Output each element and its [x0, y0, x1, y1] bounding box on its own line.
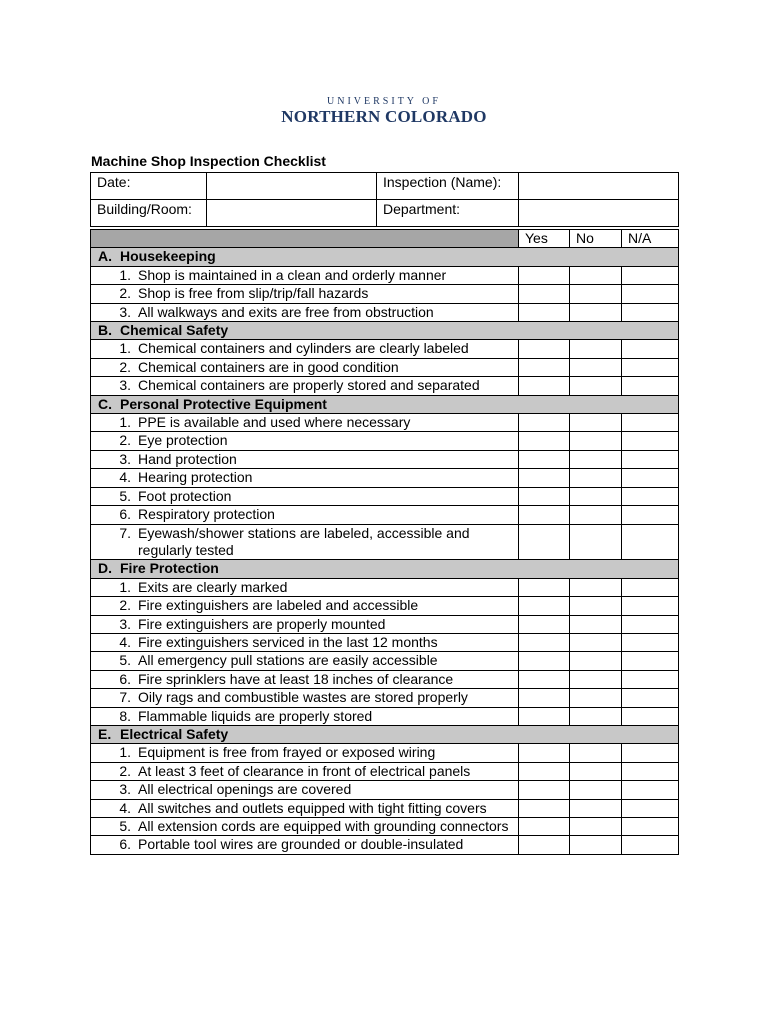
building-room-label: Building/Room:	[91, 200, 207, 227]
answer-no-cell[interactable]	[570, 615, 622, 633]
checklist-item-cell	[91, 670, 519, 688]
answer-na-cell[interactable]	[622, 633, 679, 651]
checklist-item-cell	[91, 707, 519, 725]
checklist-item-cell	[91, 744, 519, 762]
answer-na-cell[interactable]	[622, 670, 679, 688]
item-text: Exits are clearly marked	[138, 578, 288, 595]
section-header-cell	[91, 725, 679, 743]
answer-no-cell[interactable]	[570, 432, 622, 450]
answer-yes-cell[interactable]	[519, 597, 570, 615]
checklist-item-row	[91, 285, 679, 303]
section-letter: A.	[98, 248, 112, 265]
item-number: 6.	[119, 670, 131, 687]
checklist-item-row	[91, 597, 679, 615]
section-letter: B.	[98, 322, 112, 339]
column-header-na: N/A	[622, 230, 679, 248]
checklist-item-cell	[91, 285, 519, 303]
answer-yes-cell[interactable]	[519, 432, 570, 450]
checklist-item-cell	[91, 633, 519, 651]
item-text: Eye protection	[138, 432, 228, 449]
item-text: Hearing protection	[138, 469, 253, 486]
item-text: Oily rags and combustible wastes are stored properly	[138, 689, 468, 706]
checklist-item-row	[91, 615, 679, 633]
section-header-cell	[91, 560, 679, 578]
checklist-item-cell	[91, 469, 519, 487]
checklist-item-row	[91, 469, 679, 487]
item-number: 2.	[119, 285, 131, 302]
answer-no-cell[interactable]	[570, 266, 622, 284]
checklist-item-cell	[91, 358, 519, 376]
item-text: All switches and outlets equipped with tight fitting covers	[138, 799, 487, 816]
checklist-item-cell	[91, 450, 519, 468]
item-number: 2.	[119, 432, 131, 449]
checklist-item-row	[91, 744, 679, 762]
section-header-cell	[91, 322, 679, 340]
checklist-item-cell	[91, 781, 519, 799]
department-field[interactable]	[519, 200, 679, 227]
answer-na-cell[interactable]	[622, 340, 679, 358]
checklist-item-cell	[91, 818, 519, 836]
checklist-item-cell	[91, 762, 519, 780]
university-logo	[0, 96, 768, 126]
section-letter: C.	[98, 395, 112, 412]
answer-no-cell[interactable]	[570, 799, 622, 817]
answer-no-cell[interactable]	[570, 285, 622, 303]
answer-no-cell[interactable]	[570, 414, 622, 432]
column-header-no: No	[570, 230, 622, 248]
section-title: Chemical Safety	[120, 322, 229, 339]
answer-no-cell[interactable]	[570, 689, 622, 707]
item-text: Eyewash/shower stations are labeled, accessible and regularly tested	[138, 524, 470, 558]
answer-no-cell[interactable]	[570, 781, 622, 799]
checklist-item-row	[91, 377, 679, 395]
item-text: Hand protection	[138, 450, 237, 467]
checklist-item-row	[91, 266, 679, 284]
answer-no-cell[interactable]	[570, 450, 622, 468]
item-text: Shop is maintained in a clean and orderly manner	[138, 266, 447, 283]
item-number: 5.	[119, 487, 131, 504]
item-text: Chemical containers and cylinders are clearly labeled	[138, 340, 469, 357]
answer-yes-cell[interactable]	[519, 689, 570, 707]
answer-yes-cell[interactable]	[519, 670, 570, 688]
logo-line-1: UNIVERSITY OF	[327, 96, 441, 107]
item-text: Chemical containers are in good condition	[138, 358, 399, 375]
answer-no-cell[interactable]	[570, 652, 622, 670]
checklist-item-row	[91, 506, 679, 524]
document-title: Machine Shop Inspection Checklist	[91, 153, 326, 169]
building-room-field[interactable]	[207, 200, 377, 227]
answer-na-cell[interactable]	[622, 303, 679, 321]
checklist-item-row	[91, 524, 679, 560]
answer-yes-cell[interactable]	[519, 524, 570, 560]
checklist-item-row	[91, 487, 679, 505]
answer-na-cell[interactable]	[622, 615, 679, 633]
checklist-item-row	[91, 781, 679, 799]
checklist-item-row	[91, 414, 679, 432]
answer-yes-cell[interactable]	[519, 340, 570, 358]
answer-na-cell[interactable]	[622, 652, 679, 670]
answer-na-cell[interactable]	[622, 285, 679, 303]
answer-yes-cell[interactable]	[519, 781, 570, 799]
answer-na-cell[interactable]	[622, 836, 679, 854]
checklist-item-cell	[91, 266, 519, 284]
item-number: 1.	[119, 414, 131, 431]
answer-yes-cell[interactable]	[519, 818, 570, 836]
item-number: 3.	[119, 615, 131, 632]
checklist-table	[90, 229, 679, 855]
answer-yes-cell[interactable]	[519, 578, 570, 596]
item-text: PPE is available and used where necessary	[138, 414, 411, 431]
logo-line-2: NORTHERN COLORADO	[281, 107, 487, 126]
checklist-item-row	[91, 799, 679, 817]
date-label: Date:	[91, 173, 207, 200]
answer-no-cell[interactable]	[570, 377, 622, 395]
section-title: Housekeeping	[120, 248, 216, 265]
checklist-item-row	[91, 818, 679, 836]
answer-yes-cell[interactable]	[519, 303, 570, 321]
section-header	[91, 395, 679, 413]
checklist-item-cell	[91, 799, 519, 817]
answer-no-cell[interactable]	[570, 303, 622, 321]
item-text: Chemical containers are properly stored and separated	[138, 377, 480, 394]
item-number: 2.	[119, 762, 131, 779]
answer-yes-cell[interactable]	[519, 762, 570, 780]
section-title: Fire Protection	[120, 560, 219, 577]
checklist-item-cell	[91, 524, 519, 560]
answer-yes-cell[interactable]	[519, 707, 570, 725]
checklist-item-cell	[91, 615, 519, 633]
item-number: 2.	[119, 597, 131, 614]
answer-yes-cell[interactable]	[519, 615, 570, 633]
header-fields-table	[90, 172, 679, 227]
item-number: 8.	[119, 707, 131, 724]
answer-yes-cell[interactable]	[519, 633, 570, 651]
checklist-item-cell	[91, 303, 519, 321]
answer-na-cell[interactable]	[622, 781, 679, 799]
checklist-item-cell	[91, 689, 519, 707]
answer-yes-cell[interactable]	[519, 487, 570, 505]
answer-na-cell[interactable]	[622, 377, 679, 395]
checklist-item-cell	[91, 487, 519, 505]
checklist-item-row	[91, 762, 679, 780]
checklist-item-cell	[91, 340, 519, 358]
checklist-item-row	[91, 358, 679, 376]
answer-no-cell[interactable]	[570, 744, 622, 762]
answer-yes-cell[interactable]	[519, 506, 570, 524]
item-number: 4.	[119, 799, 131, 816]
section-header	[91, 560, 679, 578]
item-number: 7.	[119, 689, 131, 706]
section-letter: D.	[98, 560, 112, 577]
column-header-row	[91, 230, 679, 248]
item-text: Flammable liquids are properly stored	[138, 707, 373, 724]
checklist-item-row	[91, 689, 679, 707]
answer-no-cell[interactable]	[570, 469, 622, 487]
answer-no-cell[interactable]	[570, 836, 622, 854]
checklist-item-cell	[91, 414, 519, 432]
item-number: 6.	[119, 836, 131, 853]
item-text: Foot protection	[138, 487, 232, 504]
answer-na-cell[interactable]	[622, 524, 679, 560]
answer-no-cell[interactable]	[570, 818, 622, 836]
checklist-item-row	[91, 578, 679, 596]
item-number: 4.	[119, 633, 131, 650]
checklist-item-row	[91, 652, 679, 670]
item-text: Fire extinguishers are properly mounted	[138, 615, 386, 632]
answer-na-cell[interactable]	[622, 762, 679, 780]
checklist-item-cell	[91, 377, 519, 395]
checklist-item-row	[91, 432, 679, 450]
column-header-yes: Yes	[519, 230, 570, 248]
item-number: 1.	[119, 578, 131, 595]
answer-no-cell[interactable]	[570, 762, 622, 780]
item-text: All electrical openings are covered	[138, 781, 352, 798]
answer-na-cell[interactable]	[622, 414, 679, 432]
checklist-item-row	[91, 670, 679, 688]
section-header-cell	[91, 395, 679, 413]
answer-no-cell[interactable]	[570, 597, 622, 615]
answer-na-cell[interactable]	[622, 266, 679, 284]
checklist-item-cell	[91, 836, 519, 854]
answer-no-cell[interactable]	[570, 358, 622, 376]
answer-na-cell[interactable]	[622, 450, 679, 468]
checklist-item-row	[91, 340, 679, 358]
answer-na-cell[interactable]	[622, 799, 679, 817]
answer-no-cell[interactable]	[570, 578, 622, 596]
item-text: Portable tool wires are grounded or double-insulated	[138, 836, 464, 853]
answer-na-cell[interactable]	[622, 469, 679, 487]
item-text: Respiratory protection	[138, 506, 275, 523]
checklist-item-cell	[91, 506, 519, 524]
answer-na-cell[interactable]	[622, 818, 679, 836]
item-text: All emergency pull stations are easily accessible	[138, 652, 438, 669]
item-number: 5.	[119, 652, 131, 669]
item-text: Fire sprinklers have at least 18 inches of clearance	[138, 670, 454, 687]
item-number: 1.	[119, 744, 131, 761]
column-header-blank	[91, 230, 519, 248]
inspector-name-label: Inspection (Name):	[377, 173, 519, 200]
item-number: 3.	[119, 303, 131, 320]
section-header	[91, 725, 679, 743]
answer-na-cell[interactable]	[622, 487, 679, 505]
checklist-item-row	[91, 836, 679, 854]
item-number: 4.	[119, 469, 131, 486]
answer-na-cell[interactable]	[622, 597, 679, 615]
section-header	[91, 322, 679, 340]
answer-no-cell[interactable]	[570, 340, 622, 358]
date-field[interactable]	[207, 173, 377, 200]
checklist-item-cell	[91, 597, 519, 615]
answer-yes-cell[interactable]	[519, 799, 570, 817]
checklist-item-row	[91, 303, 679, 321]
item-number: 6.	[119, 506, 131, 523]
answer-yes-cell[interactable]	[519, 469, 570, 487]
checklist-item-cell	[91, 432, 519, 450]
answer-na-cell[interactable]	[622, 707, 679, 725]
answer-yes-cell[interactable]	[519, 285, 570, 303]
answer-no-cell[interactable]	[570, 670, 622, 688]
section-title: Personal Protective Equipment	[120, 395, 327, 412]
answer-na-cell[interactable]	[622, 506, 679, 524]
answer-na-cell[interactable]	[622, 689, 679, 707]
answer-yes-cell[interactable]	[519, 652, 570, 670]
item-text: Fire extinguishers serviced in the last 12 months	[138, 633, 438, 650]
item-number: 1.	[119, 266, 131, 283]
answer-yes-cell[interactable]	[519, 450, 570, 468]
answer-yes-cell[interactable]	[519, 377, 570, 395]
department-label: Department:	[377, 200, 519, 227]
section-title: Electrical Safety	[120, 725, 229, 742]
answer-na-cell[interactable]	[622, 578, 679, 596]
checklist-item-cell	[91, 578, 519, 596]
answer-no-cell[interactable]	[570, 633, 622, 651]
item-text: All extension cords are equipped with grounding connectors	[138, 818, 509, 834]
item-text: At least 3 feet of clearance in front of electrical panels	[138, 762, 471, 779]
answer-yes-cell[interactable]	[519, 266, 570, 284]
answer-yes-cell[interactable]	[519, 836, 570, 854]
item-number: 2.	[119, 358, 131, 375]
item-number: 3.	[119, 450, 131, 467]
answer-no-cell[interactable]	[570, 487, 622, 505]
item-number: 7.	[119, 524, 131, 541]
checklist-item-row	[91, 633, 679, 651]
inspector-name-field[interactable]	[519, 173, 679, 200]
answer-yes-cell[interactable]	[519, 414, 570, 432]
answer-yes-cell[interactable]	[519, 744, 570, 762]
checklist-item-row	[91, 450, 679, 468]
item-number: 3.	[119, 377, 131, 394]
checklist-item-cell	[91, 652, 519, 670]
section-header-cell	[91, 248, 679, 266]
item-text: Fire extinguishers are labeled and accessible	[138, 597, 419, 614]
answer-na-cell[interactable]	[622, 358, 679, 376]
answer-no-cell[interactable]	[570, 707, 622, 725]
section-letter: E.	[98, 725, 112, 742]
answer-yes-cell[interactable]	[519, 358, 570, 376]
checklist-item-row	[91, 707, 679, 725]
answer-no-cell[interactable]	[570, 524, 622, 560]
item-number: 1.	[119, 340, 131, 357]
item-text: All walkways and exits are free from obstruction	[138, 303, 434, 320]
section-header	[91, 248, 679, 266]
item-number: 3.	[119, 781, 131, 798]
item-text: Shop is free from slip/trip/fall hazards	[138, 285, 369, 302]
answer-na-cell[interactable]	[622, 432, 679, 450]
item-number: 5.	[119, 818, 131, 834]
item-text: Equipment is free from frayed or exposed wiring	[138, 744, 436, 761]
answer-na-cell[interactable]	[622, 744, 679, 762]
answer-no-cell[interactable]	[570, 506, 622, 524]
